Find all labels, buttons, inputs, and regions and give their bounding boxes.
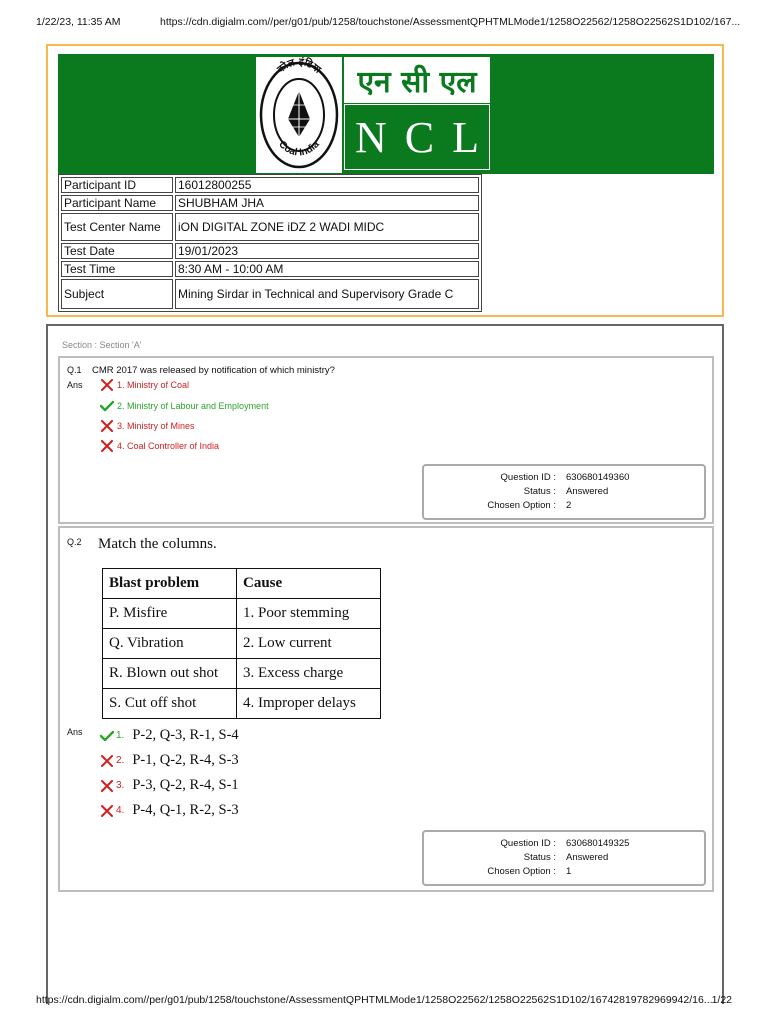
status-label: Status :: [523, 486, 556, 497]
test-time-value: 8:30 AM - 10:00 AM: [175, 261, 479, 277]
question-1-option-2: [100, 400, 269, 412]
test-date-label: Test Date: [61, 243, 173, 259]
question-2-option-3-number: 3.: [116, 780, 125, 791]
ncl-logo-text: NCL: [344, 104, 490, 170]
exam-header: [46, 44, 724, 317]
question-id-value: 630680149360: [566, 472, 630, 483]
match-cell: P. Misfire: [103, 599, 237, 629]
test-time-label: Test Time: [61, 261, 173, 277]
question-2-option-3: [100, 777, 239, 794]
correct-check-icon: [100, 400, 114, 412]
wrong-cross-icon: [100, 755, 114, 767]
question-2-title: Match the columns.: [98, 536, 217, 552]
status-value: Answered: [566, 852, 609, 863]
question-1-option-3: [100, 420, 195, 432]
match-cell: 4. Improper delays: [237, 689, 381, 719]
chosen-option-value: 2: [566, 500, 572, 511]
question-2-option-3-text: P-3, Q-2, R-4, S-1: [132, 777, 239, 793]
wrong-cross-icon: [100, 420, 114, 432]
question-1: [58, 356, 714, 524]
logo-circle-top-text: कोल इंडिया: [275, 57, 323, 76]
table-row: [103, 689, 381, 719]
question-2-option-4-number: 4.: [116, 805, 125, 816]
table-row: [103, 629, 381, 659]
ncl-hindi-logo: [344, 57, 490, 103]
participant-id-row: [61, 177, 479, 193]
question-1-option-1: [100, 379, 189, 391]
question-2-option-1-text: P-2, Q-3, R-1, S-4: [132, 727, 239, 743]
match-cell: 2. Low current: [237, 629, 381, 659]
footer-url[interactable]: https://cdn.digialm.com//per/g01/pub/1258/touchstone/AssessmentQPHTMLMode1/1258O22562/1258O22562S1D102/16742819782969942/16...: [36, 994, 713, 1006]
question-2-option-1: [100, 727, 239, 744]
participant-name-label: Participant Name: [61, 195, 173, 211]
question-2-ans-label: Ans: [67, 727, 83, 737]
chosen-option-value: 1: [566, 866, 572, 877]
status-value: Answered: [566, 486, 609, 497]
match-header-blast-problem: Blast problem: [103, 569, 237, 599]
subject-label: Subject: [61, 279, 173, 309]
question-2-option-2: [100, 752, 239, 769]
print-footer: [36, 994, 732, 1008]
section-title: Section : Section 'A': [62, 340, 142, 350]
match-header-cause: Cause: [237, 569, 381, 599]
test-center-label: Test Center Name: [61, 213, 173, 241]
print-header: [36, 16, 741, 30]
question-1-meta: [422, 464, 706, 520]
question-2: [58, 526, 714, 892]
match-cell: R. Blown out shot: [103, 659, 237, 689]
match-cell: 3. Excess charge: [237, 659, 381, 689]
question-2-option-4: [100, 802, 239, 819]
match-table-header: [103, 569, 381, 599]
print-date: 1/22/23, 11:35 AM: [36, 16, 121, 28]
question-2-meta: [422, 830, 706, 886]
match-cell: 1. Poor stemming: [237, 599, 381, 629]
table-row: [103, 599, 381, 629]
question-2-option-2-text: P-1, Q-2, R-4, S-3: [132, 752, 239, 768]
question-2-number: Q.2: [67, 537, 82, 547]
ncl-hindi-text: एन सी एल: [357, 64, 477, 100]
question-1-option-4-label: 4. Coal Controller of India: [117, 441, 220, 451]
correct-check-icon: [100, 730, 114, 742]
test-time-row: [61, 261, 479, 277]
question-1-option-1-label: 1. Ministry of Coal: [117, 380, 190, 390]
wrong-cross-icon: [100, 379, 114, 391]
print-url[interactable]: https://cdn.digialm.com//per/g01/pub/1258/touchstone/AssessmentQPHTMLMode1/1258O22562/1258O22562S1D102/167...: [160, 16, 741, 28]
match-cell: Q. Vibration: [103, 629, 237, 659]
question-1-number: Q.1: [67, 365, 82, 375]
question-2-option-2-number: 2.: [116, 755, 125, 766]
chosen-option-label: Chosen Option :: [487, 500, 556, 511]
question-1-ans-label: Ans: [67, 380, 83, 390]
test-center-row: [61, 213, 479, 241]
participant-id-label: Participant ID: [61, 177, 173, 193]
test-date-value: 19/01/2023: [175, 243, 479, 259]
question-1-text: CMR 2017 was released by notification of which ministry?: [92, 365, 335, 376]
question-2-option-1-number: 1.: [116, 730, 125, 741]
question-id-label: Question ID :: [500, 472, 556, 483]
question-id-value: 630680149325: [566, 838, 630, 849]
logo-circle-bottom-text: Coal India: [276, 139, 322, 159]
ncl-banner: [58, 54, 714, 174]
wrong-cross-icon: [100, 805, 114, 817]
subject-value: Mining Sirdar in Technical and Supervisory Grade C: [175, 279, 479, 309]
test-center-value: iON DIGITAL ZONE iDZ 2 WADI MIDC: [175, 213, 479, 241]
participant-id-value: 16012800255: [175, 177, 479, 193]
question-2-option-4-text: P-4, Q-1, R-2, S-3: [132, 802, 239, 818]
question-1-option-2-label: 2. Ministry of Labour and Employment: [117, 401, 269, 411]
participant-info-table: [58, 174, 482, 312]
page-number: 1/22: [711, 994, 732, 1006]
question-1-option-3-label: 3. Ministry of Mines: [117, 421, 195, 431]
chosen-option-label: Chosen Option :: [487, 866, 556, 877]
wrong-cross-icon: [100, 440, 114, 452]
match-cell: S. Cut off shot: [103, 689, 237, 719]
question-id-label: Question ID :: [500, 838, 556, 849]
table-row: [103, 659, 381, 689]
wrong-cross-icon: [100, 780, 114, 792]
subject-row: [61, 279, 479, 309]
participant-name-value: SHUBHAM JHA: [175, 195, 479, 211]
match-columns-table: [102, 568, 381, 719]
status-label: Status :: [523, 852, 556, 863]
question-paper: [46, 324, 724, 1004]
participant-name-row: [61, 195, 479, 211]
coal-india-logo: [256, 57, 342, 173]
test-date-row: [61, 243, 479, 259]
question-1-option-4: [100, 440, 219, 452]
coal-india-emblem-icon: [256, 57, 342, 173]
